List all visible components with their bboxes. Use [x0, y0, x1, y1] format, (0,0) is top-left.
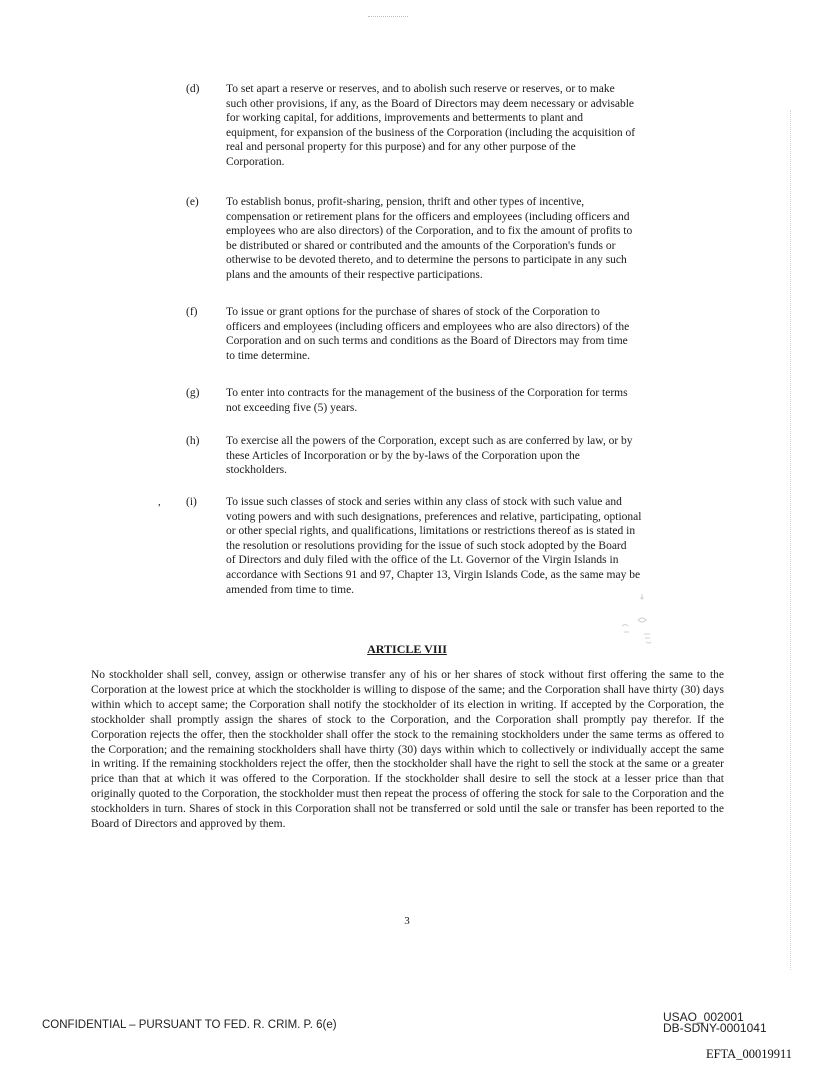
clause-d [186, 82, 726, 170]
clause-line: such other provisions, if any, as the Board of Directors may deem necessary or advisable [226, 97, 635, 110]
clause-text [226, 82, 726, 170]
clause-line: for working capital, for additions, improvements and betterments to plant and [226, 112, 584, 125]
clause-line: real and personal property for this purpose) and for any other purpose of the [226, 141, 576, 154]
clause-text [226, 386, 726, 415]
clause-line: To issue such classes of stock and series within any class of stock with such value and [226, 496, 622, 508]
clause-e [186, 195, 726, 283]
clause-line: amended from time to time. [226, 583, 355, 596]
clause-text [226, 434, 726, 478]
stamp-stroke [622, 625, 629, 633]
stray-comma-mark: , [158, 496, 161, 508]
clause-line: voting powers and with such designations, preferences and relative, participating, optional [226, 510, 642, 523]
clause-line: not exceeding five (5) years. [226, 401, 358, 414]
clause-h [186, 434, 726, 478]
clause-line: the resolution or resolutions providing for the issue of such stock adopted by the Board [226, 539, 627, 552]
clause-label: (d) [186, 83, 200, 95]
clause-label: (e) [186, 196, 199, 208]
stamp-stroke [638, 618, 646, 622]
bates-number-usao: USAO_002001 [663, 1010, 744, 1024]
clause-line: compensation or retirement plans for the officers and employees (including officers and [226, 210, 630, 223]
clause-line: To issue or grant options for the purchase of shares of stock of the Corporation to [226, 306, 600, 318]
clause-label: (i) [186, 496, 197, 508]
clause-text [226, 305, 726, 363]
clause-line: To establish bonus, profit-sharing, pension, thrift and other types of incentive, [226, 196, 585, 208]
clause-i [186, 495, 726, 597]
clause-label: (g) [186, 387, 200, 399]
clause-g [186, 386, 726, 415]
clause-line: officers and employees (including officers and employees who are also directors) of the [226, 320, 630, 333]
bates-number-db: DB-SDNY-0001041 [663, 1021, 767, 1035]
clause-line: To exercise all the powers of the Corporation, except such as are conferred by law, or by [226, 435, 633, 447]
clause-f [186, 305, 726, 363]
scan-artifact-top [368, 16, 408, 17]
scan-edge-line [790, 110, 791, 970]
clause-label: (h) [186, 435, 200, 447]
clause-line: Corporation and on such terms and conditions as the Board of Directors may from time [226, 335, 628, 348]
clause-line: To set apart a reserve or reserves, and to abolish such reserve or reserves, or to make [226, 83, 615, 95]
article-heading: ARTICLE VIII [367, 642, 447, 656]
efta-number: EFTA_00019911 [705, 1047, 792, 1061]
clause-label: (f) [186, 306, 198, 318]
confidential-notice: CONFIDENTIAL – PURSUANT TO FED. R. CRIM. P. 6(e) [42, 1019, 337, 1031]
clause-line: To enter into contracts for the management of the business of the Corporation for terms [226, 387, 628, 399]
clause-line: to time determine. [226, 349, 310, 362]
clause-line: employees who are also directors) of the Corporation, and to fix the amount of profits to [226, 225, 633, 238]
clause-line: plans and the amounts of their respective participations. [226, 268, 483, 281]
clause-line: these Articles of Incorporation or by the by-laws of the Corporation upon the [226, 449, 580, 462]
clause-line: Corporation. [226, 155, 285, 168]
clause-line: or other special rights, and qualifications, limitations or restrictions thereof as is stated in [226, 525, 636, 538]
article-body: No stockholder shall sell, convey, assign or otherwise transfer any of his or her shares of stock without first offering the same to the Corporation at the lowest price at which the stockholder is willing to dispose of the same; and the Corporation shall have thirty (30) days within which to accept same; the Corporation shall notify the stockholder of its election in writing. If accepted by the Corporation, the stockholder shall promptly assign the shares of stock to the Corporation, and the Corporation shall promptly pay therefor. If the Corporation rejects the offer, then the stockholder shall offer the stock to the remaining stockholders under the same terms as offered to the Corporation; and the remaining stockholders shall have thirty (30) days within which to collectively or individually accept the same in writing. If the remaining stockholders reject the offer, then the stockholder shall have the right to sell the stock at the same or a greater price than that at which it was offered to the Corporation. If the stockholder shall desire to sell the stock at a lesser price than that originally quoted to the Corporation, the stockholder must then repeat the process of offering the stock for sale to the Corporation and the stockholders in turn. Shares of stock in this Corporation shall not be transferred or sold until the sale or transfer has been reported to the Board of Directors and approved by them. [91, 669, 724, 831]
clause-line: of Directors and duly filed with the office of the Lt. Governor of the Virgin Islands in [226, 554, 619, 567]
clause-line: stockholders. [226, 464, 288, 477]
clause-text [226, 195, 726, 283]
stamp-stroke [640, 594, 644, 600]
clause-line: be distributed or shared or contributed and the amounts of the Corporation's funds or [226, 239, 616, 252]
clause-line: otherwise to be devoted thereto, and to determine the persons to participate in any such [226, 254, 627, 267]
clause-line: accordance with Sections 91 and 97, Chapter 13, Virgin Islands Code, as the same may be [226, 568, 641, 581]
page-number: 3 [404, 915, 410, 927]
clause-text [226, 495, 726, 597]
clause-line: equipment, for expansion of the business of the Corporation (including the acquisition of [226, 126, 636, 139]
faded-stamp-artifact [612, 590, 672, 650]
